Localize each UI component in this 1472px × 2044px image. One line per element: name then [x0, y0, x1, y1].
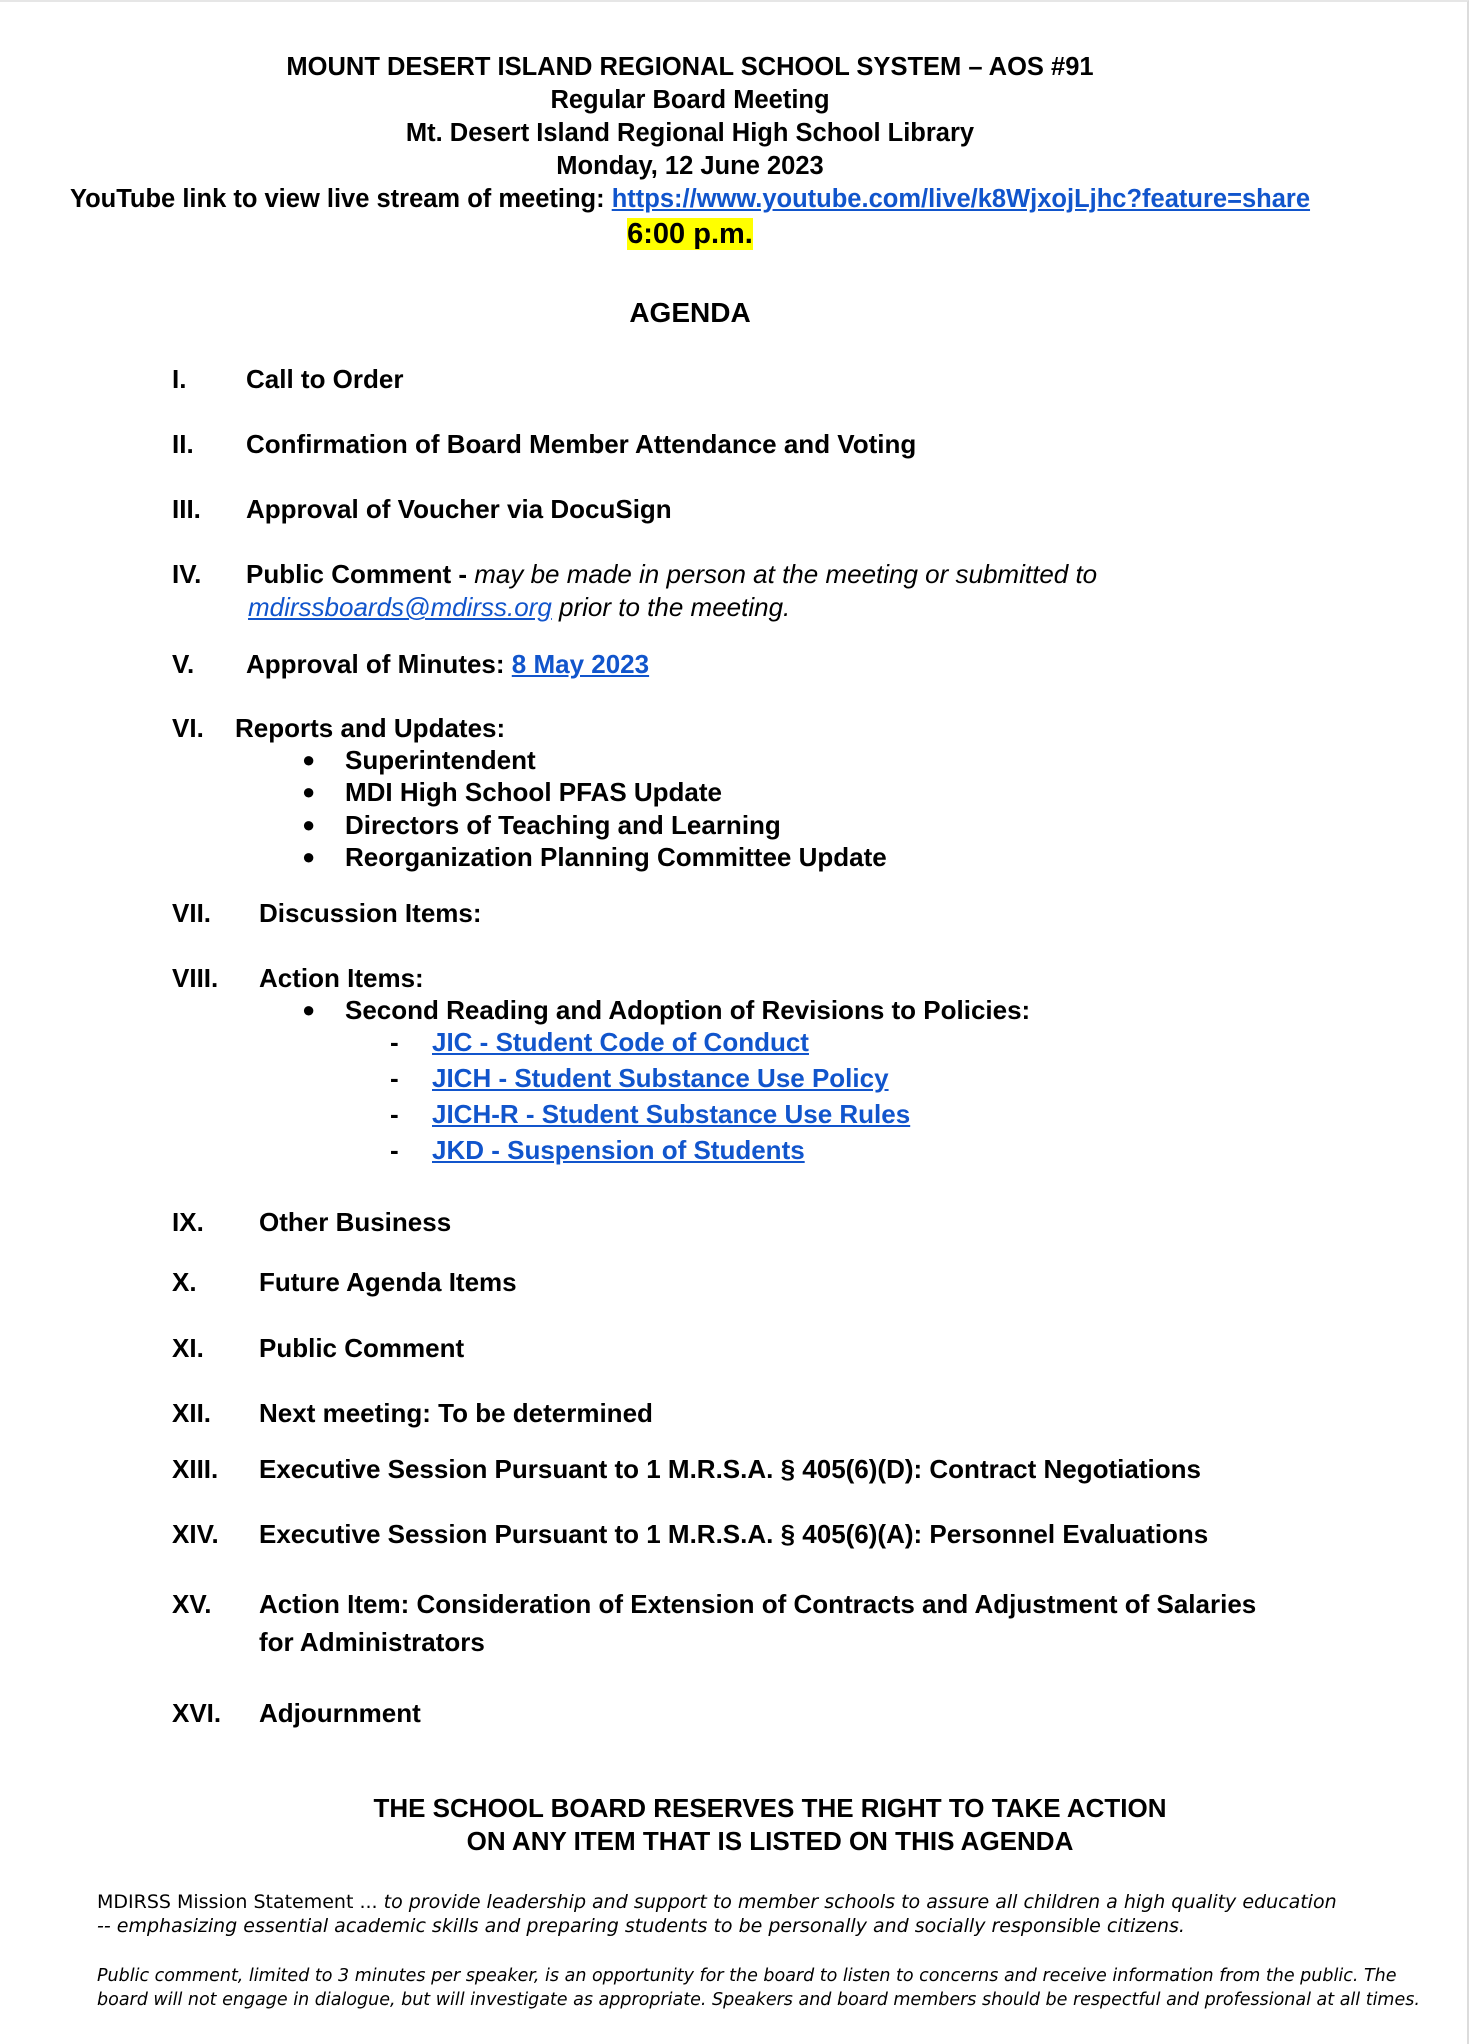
item-number: XV. [172, 1589, 212, 1619]
item-approval-minutes [246, 649, 649, 680]
mission-statement [97, 1890, 1337, 1914]
policy-link-jkd[interactable]: JKD - Suspension of Students [432, 1135, 805, 1165]
item-contracts-salaries: Action Item: Consideration of Extension of Contracts and Adjustment of Salaries [259, 1589, 1257, 1619]
reserve-notice-line2: ON ANY ITEM THAT IS LISTED ON THIS AGENDA [466, 1826, 1074, 1856]
item-contracts-salaries-line2: for Administrators [259, 1627, 485, 1657]
reserve-notice-line1: THE SCHOOL BOARD RESERVES THE RIGHT TO TAKE ACTION [373, 1793, 1167, 1823]
meeting-time-row [0, 216, 1380, 252]
item-other-business: Other Business [259, 1207, 452, 1237]
public-comment-note-line2 [248, 592, 790, 623]
item-call-to-order: Call to Order [246, 364, 404, 394]
public-comment-policy-line2: board will not engage in dialogue, but will investigate as appropriate. Speakers and board members should be respectful and professional at all times. [97, 1990, 1420, 2010]
youtube-label: YouTube link to view live stream of meeting: [69, 185, 612, 213]
meeting-time: 6:00 p.m. [627, 218, 753, 250]
report-item: Reorganization Planning Committee Update [345, 842, 887, 872]
item-number: XIII. [172, 1454, 219, 1484]
item-number: II. [172, 429, 194, 459]
policy-link-jich[interactable]: JICH - Student Substance Use Policy [432, 1063, 889, 1093]
bullet-icon: ● [302, 779, 316, 804]
item-number: III. [172, 494, 201, 524]
item-next-meeting: Next meeting: To be determined [259, 1398, 653, 1428]
item-voucher: Approval of Voucher via DocuSign [246, 494, 672, 524]
meeting-type: Regular Board Meeting [550, 86, 830, 114]
item-number: X. [172, 1267, 197, 1297]
youtube-link[interactable]: https://www.youtube.com/live/k8WjxojLjhc?feature=share [611, 185, 1311, 213]
item-number: XVI. [172, 1698, 222, 1728]
item-number: XIV. [172, 1519, 219, 1549]
item-number: IV. [172, 559, 202, 589]
youtube-line [0, 183, 1380, 216]
public-comment-policy: Public comment, limited to 3 minutes per speaker, is an opportunity for the board to listen to concerns and receive information from the public. The [97, 1966, 1397, 1986]
item-adjournment: Adjournment [259, 1698, 421, 1728]
bullet-icon: ● [302, 997, 316, 1022]
item-public-comment-2: Public Comment [259, 1333, 465, 1363]
item-reports: Reports and Updates: [235, 713, 506, 743]
item-future-agenda: Future Agenda Items [259, 1267, 517, 1297]
meeting-location: Mt. Desert Island Regional High School Library [405, 119, 975, 147]
item-number: XII. [172, 1398, 212, 1428]
item-exec-session-personnel: Executive Session Pursuant to 1 M.R.S.A. § 405(6)(A): Personnel Evaluations [259, 1519, 1209, 1549]
meeting-date: Monday, 12 June 2023 [556, 152, 824, 180]
item-number: VIII. [172, 963, 219, 993]
board-email-link[interactable]: mdirssboards@mdirss.org [248, 592, 552, 622]
item-number: VII. [172, 898, 212, 928]
item-number: XI. [172, 1333, 204, 1363]
item-number: V. [172, 649, 195, 679]
mission-text: to provide leadership and support to member schools to assure all children a high quality education [383, 1891, 1337, 1913]
report-item: Superintendent [345, 745, 536, 775]
policy-link-jic[interactable]: JIC - Student Code of Conduct [432, 1027, 809, 1057]
action-subitem: Second Reading and Adoption of Revisions to Policies: [345, 995, 1031, 1025]
item-confirmation: Confirmation of Board Member Attendance and Voting [246, 429, 917, 459]
dash-icon: - [390, 1063, 399, 1093]
bullet-icon: ● [302, 747, 316, 772]
agenda-title: AGENDA [629, 297, 751, 328]
dash-icon: - [390, 1099, 399, 1129]
report-item: Directors of Teaching and Learning [345, 810, 781, 840]
public-comment-note: may be made in person at the meeting or submitted to [474, 559, 1098, 589]
item-discussion: Discussion Items: [259, 898, 482, 928]
approval-minutes-label: Approval of Minutes: [246, 649, 512, 679]
org-title: MOUNT DESERT ISLAND REGIONAL SCHOOL SYSTEM – AOS #91 [286, 53, 1094, 81]
mission-label: MDIRSS Mission Statement ... [97, 1891, 384, 1913]
mission-text-line2: -- emphasizing essential academic skills and preparing students to be personally and socially responsible citizens. [97, 1915, 1185, 1937]
policy-link-jich-r[interactable]: JICH-R - Student Substance Use Rules [432, 1099, 911, 1129]
item-public-comment [246, 559, 1097, 590]
minutes-link[interactable]: 8 May 2023 [511, 649, 650, 679]
bullet-icon: ● [302, 844, 316, 869]
dash-icon: - [390, 1027, 399, 1057]
dash-icon: - [390, 1135, 399, 1165]
public-comment-note-tail: prior to the meeting. [551, 592, 791, 622]
item-public-comment-label: Public Comment - [246, 559, 475, 589]
bullet-icon: ● [302, 812, 316, 837]
item-number: IX. [172, 1207, 204, 1237]
item-action-items: Action Items: [259, 963, 424, 993]
item-exec-session-contract: Executive Session Pursuant to 1 M.R.S.A. § 405(6)(D): Contract Negotiations [259, 1454, 1201, 1484]
item-number: VI. [172, 713, 204, 743]
item-number: I. [172, 364, 187, 394]
report-item: MDI High School PFAS Update [345, 777, 723, 807]
